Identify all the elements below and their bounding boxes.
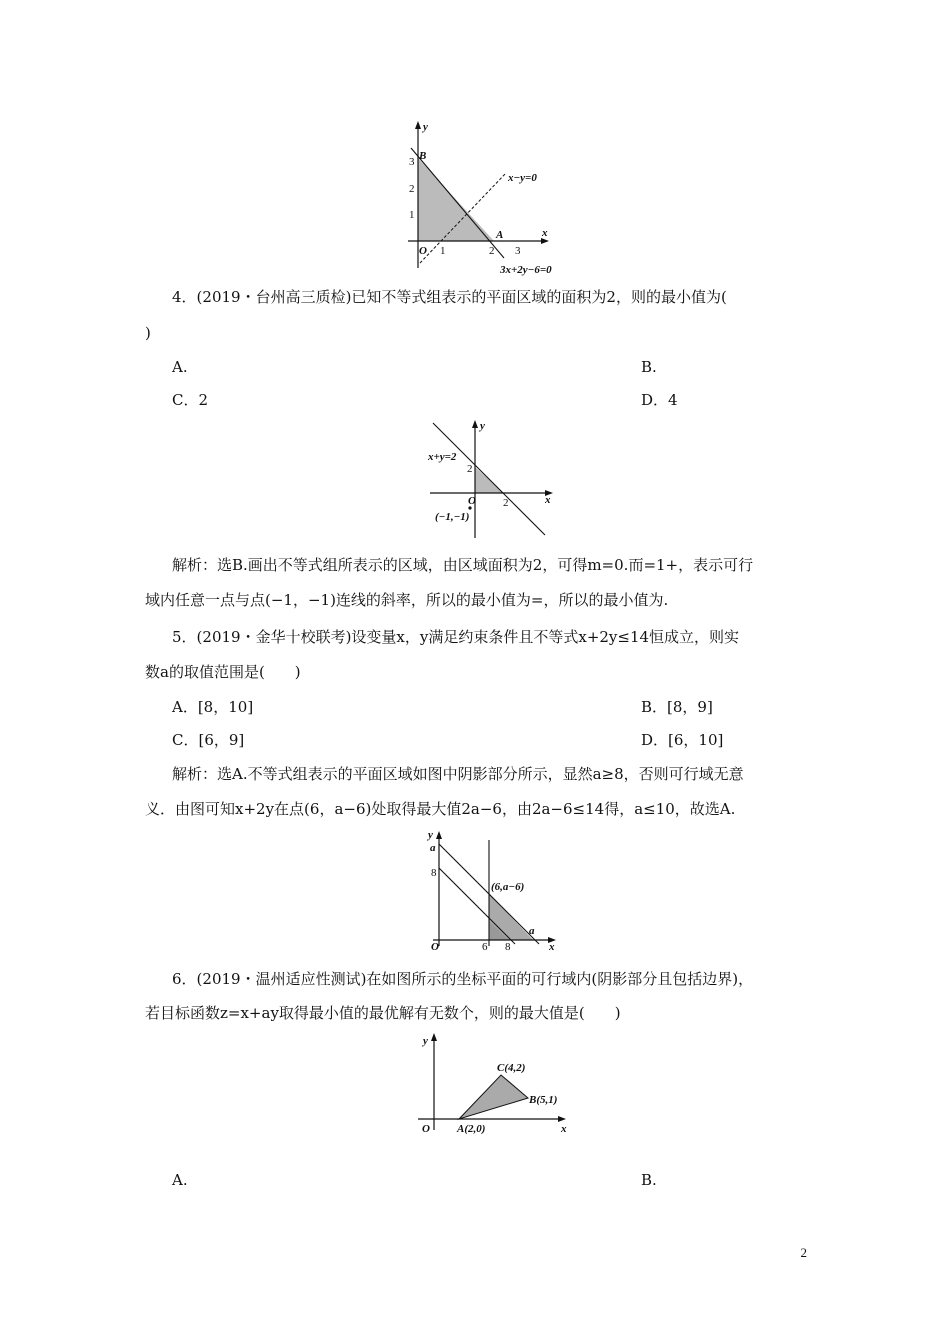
origin-label: O (419, 245, 427, 257)
point-label: (−1,−1) (435, 511, 470, 523)
y-axis-label: y (423, 121, 428, 133)
figure-4-feasible-region (415, 1030, 575, 1138)
x-axis-label: x (549, 941, 555, 952)
y-axis-label: y (480, 420, 485, 432)
y-arrow-icon (472, 420, 478, 428)
point-a-label: A(2,0) (457, 1123, 486, 1135)
q4-stem-line2: ) (145, 324, 151, 342)
q4-option-d: D．4 (641, 391, 678, 409)
line2-label: 3x+2y−6=0 (500, 264, 552, 276)
q5-option-a: A．[8，10] (172, 698, 254, 716)
figure-1-feasible-region (408, 118, 578, 278)
x-arrow-icon (558, 1116, 566, 1122)
x-tick-2: 2 (489, 245, 495, 257)
y-axis-label: y (423, 1035, 428, 1047)
origin-label: O (468, 495, 476, 507)
q5-solution-line1: 解析：选A.不等式组表示的平面区域如图中阴影部分所示，显然a≥8，否则可行域无意 (172, 765, 744, 783)
q5-option-d: D．[6，10] (641, 731, 724, 749)
q5-option-c: C．[6，9] (172, 731, 245, 749)
q4-stem-line1: 4．(2019・台州高三质检)已知不等式组表示的平面区域的面积为2，则的最小值为( (172, 288, 727, 306)
q4-option-b: B. (641, 358, 657, 376)
point-label: (6,a−6) (491, 881, 525, 893)
figure-3-feasible-region (425, 826, 565, 952)
origin-label: O (431, 941, 439, 952)
q6-option-b: B. (641, 1171, 657, 1189)
y-tick-2: 2 (467, 463, 473, 475)
x-tick-a: a (529, 925, 535, 937)
y-arrow-icon (431, 1033, 437, 1041)
point-b-label: B (419, 150, 427, 162)
x-tick-6: 6 (482, 941, 488, 952)
figure-2-feasible-region (425, 415, 560, 540)
y-tick-1: 1 (409, 209, 415, 221)
x-tick-1: 1 (440, 245, 446, 257)
line1-label: x−y=0 (508, 172, 537, 184)
x-tick-3: 3 (515, 245, 521, 257)
x-axis-label: x (561, 1123, 567, 1135)
y-tick-8: 8 (431, 867, 437, 879)
point-c-label: C(4,2) (497, 1062, 526, 1074)
y-tick-3: 3 (409, 156, 415, 168)
page-number: 2 (800, 1245, 807, 1260)
q6-stem-line1: 6．(2019・温州适应性测试)在如图所示的坐标平面的可行域内(阴影部分且包括边界)， (172, 970, 754, 988)
x-tick-2: 2 (503, 497, 509, 509)
q4-option-c: C．2 (172, 391, 209, 409)
y-arrow-icon (436, 831, 442, 839)
q5-stem-line1: 5．(2019・金华十校联考)设变量x，y满足约束条件且不等式x+2y≤14恒成立，则实 (172, 628, 740, 646)
q5-stem-line2: 数a的取值范围是( ) (145, 663, 301, 681)
line-x+y-8 (439, 868, 515, 944)
y-tick-2: 2 (409, 183, 415, 195)
q6-option-a: A. (172, 1171, 188, 1189)
x-axis-label: x (542, 227, 548, 239)
x-axis-label: x (545, 494, 551, 506)
line-label: x+y=2 (428, 451, 457, 463)
q4-solution-line2: 域内任意一点与点(−1，−1)连线的斜率，所以的最小值为=，所以的最小值为. (145, 591, 669, 609)
shaded-triangle (459, 1075, 528, 1119)
y-tick-a: a (430, 842, 436, 854)
q4-option-a: A. (172, 358, 188, 376)
y-axis-label: y (428, 829, 433, 841)
y-arrow-icon (415, 121, 421, 129)
point-b-label: B(5,1) (529, 1094, 558, 1106)
q6-stem-line2: 若目标函数z=x+ay取得最小值的最优解有无数个，则的最大值是( ) (145, 1004, 621, 1022)
q4-solution-line1: 解析：选B.画出不等式组所表示的区域，由区域面积为2，可得m=0.而=1+，表示可行 (172, 556, 754, 574)
origin-label: O (422, 1123, 430, 1135)
point-a-label: A (496, 229, 504, 241)
q5-solution-line2: 义．由图可知x+2y在点(6，a−6)处取得最大值2a−6，由2a−6≤14得，a≤10，故选A. (145, 800, 736, 818)
q5-option-b: B．[8，9] (641, 698, 713, 716)
x-tick-8: 8 (505, 941, 511, 952)
